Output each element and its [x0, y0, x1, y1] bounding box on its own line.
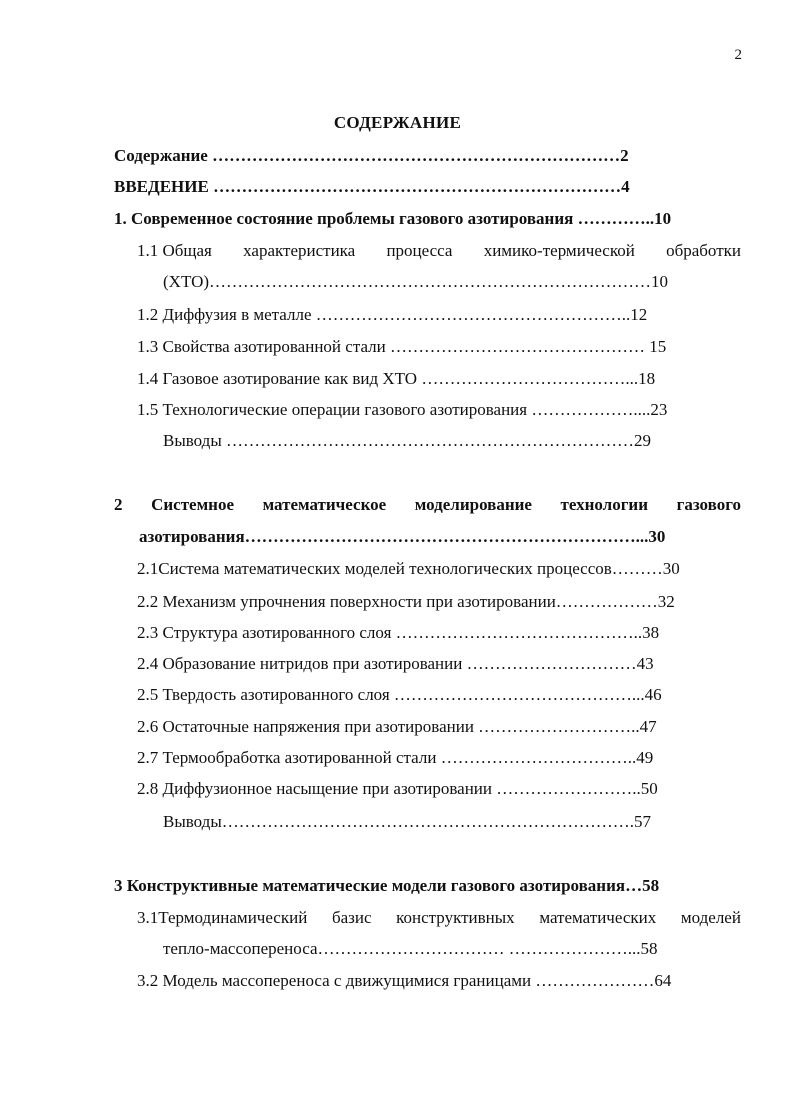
toc-word: характеристика: [243, 241, 356, 260]
page-title: СОДЕРЖАНИЕ: [333, 113, 462, 132]
toc-section-1-4: 1.4 Газовое азотирование как вид ХТО ………………………………...18: [137, 369, 656, 388]
toc-section-2-6: 2.6 Остаточные напряжения при азотировании ………………………..47: [137, 717, 657, 736]
toc-chapter-1-heading: 1. Современное состояние проблемы газового азотирования …………..10: [114, 209, 672, 228]
toc-section-2-7: 2.7 Термообработка азотированной стали ……………………………..49: [137, 748, 654, 767]
toc-word: математическое: [262, 495, 387, 514]
toc-section-2-5: 2.5 Твердость азотированного слоя ……………………………………...46: [137, 685, 662, 704]
toc-word: обработки: [666, 241, 741, 260]
toc-section-1-1-continuation: (ХТО)……………………………………………………………………10: [163, 272, 669, 291]
toc-section-3-2: 3.2 Модель массопереноса с движущимися границами …………………64: [137, 971, 672, 990]
toc-word: газового: [676, 495, 741, 514]
toc-introduction: ВВЕДЕНИЕ ………………………………………………………………4: [114, 177, 630, 196]
toc-word: Системное: [151, 495, 235, 514]
toc-chapter-2-heading-continuation: азотирования……………………………………………………………...30: [139, 527, 666, 546]
toc-chapter-3-heading: 3 Конструктивные математические модели газового азотирования…58: [114, 876, 660, 895]
toc-chapter-2-conclusions: Выводы……………………………………………………………….57: [163, 812, 652, 831]
toc-section-1-2: 1.2 Диффузия в металле ………………………………………………..12: [137, 305, 648, 324]
toc-section-3-1-continuation: тепло-массопереноса…………………………… …………………...58: [163, 939, 658, 958]
toc-section-2-1: 2.1Система математических моделей технологических процессов………30: [137, 559, 680, 578]
toc-word: 2: [114, 495, 123, 514]
toc-section-1-3: 1.3 Свойства азотированной стали ……………………………………… 15: [137, 337, 667, 356]
toc-section-2-2: 2.2 Механизм упрочнения поверхности при азотировании………………32: [137, 592, 675, 611]
toc-contents: Содержание ………………………………………………………………2: [114, 146, 629, 165]
toc-section-2-8: 2.8 Диффузионное насыщение при азотировании ……………………..50: [137, 779, 658, 798]
toc-section-1-1: [137, 240, 741, 262]
toc-section-2-4: 2.4 Образование нитридов при азотировании …………………………43: [137, 654, 654, 673]
toc-chapter-1-conclusions: Выводы ………………………………………………………………29: [163, 431, 652, 450]
toc-word: 3.1Термодинамический: [137, 908, 308, 927]
toc-section-3-1: [137, 907, 741, 929]
toc-word: процесса: [386, 241, 453, 260]
toc-section-1-5: 1.5 Технологические операции газового азотирования ………………....23: [137, 400, 668, 419]
toc-word: 1.1 Общая: [137, 241, 212, 260]
toc-word: моделирование: [414, 495, 532, 514]
toc-word: химико-термической: [483, 241, 635, 260]
page-number: 2: [734, 47, 742, 63]
toc-word: технологии: [560, 495, 649, 514]
toc-word: математических: [539, 908, 657, 927]
toc-word: базис: [331, 908, 372, 927]
toc-chapter-2-heading: [114, 494, 741, 516]
toc-word: моделей: [680, 908, 741, 927]
toc-section-2-3: 2.3 Структура азотированного слоя ……………………………………..38: [137, 623, 660, 642]
toc-word: конструктивных: [396, 908, 515, 927]
